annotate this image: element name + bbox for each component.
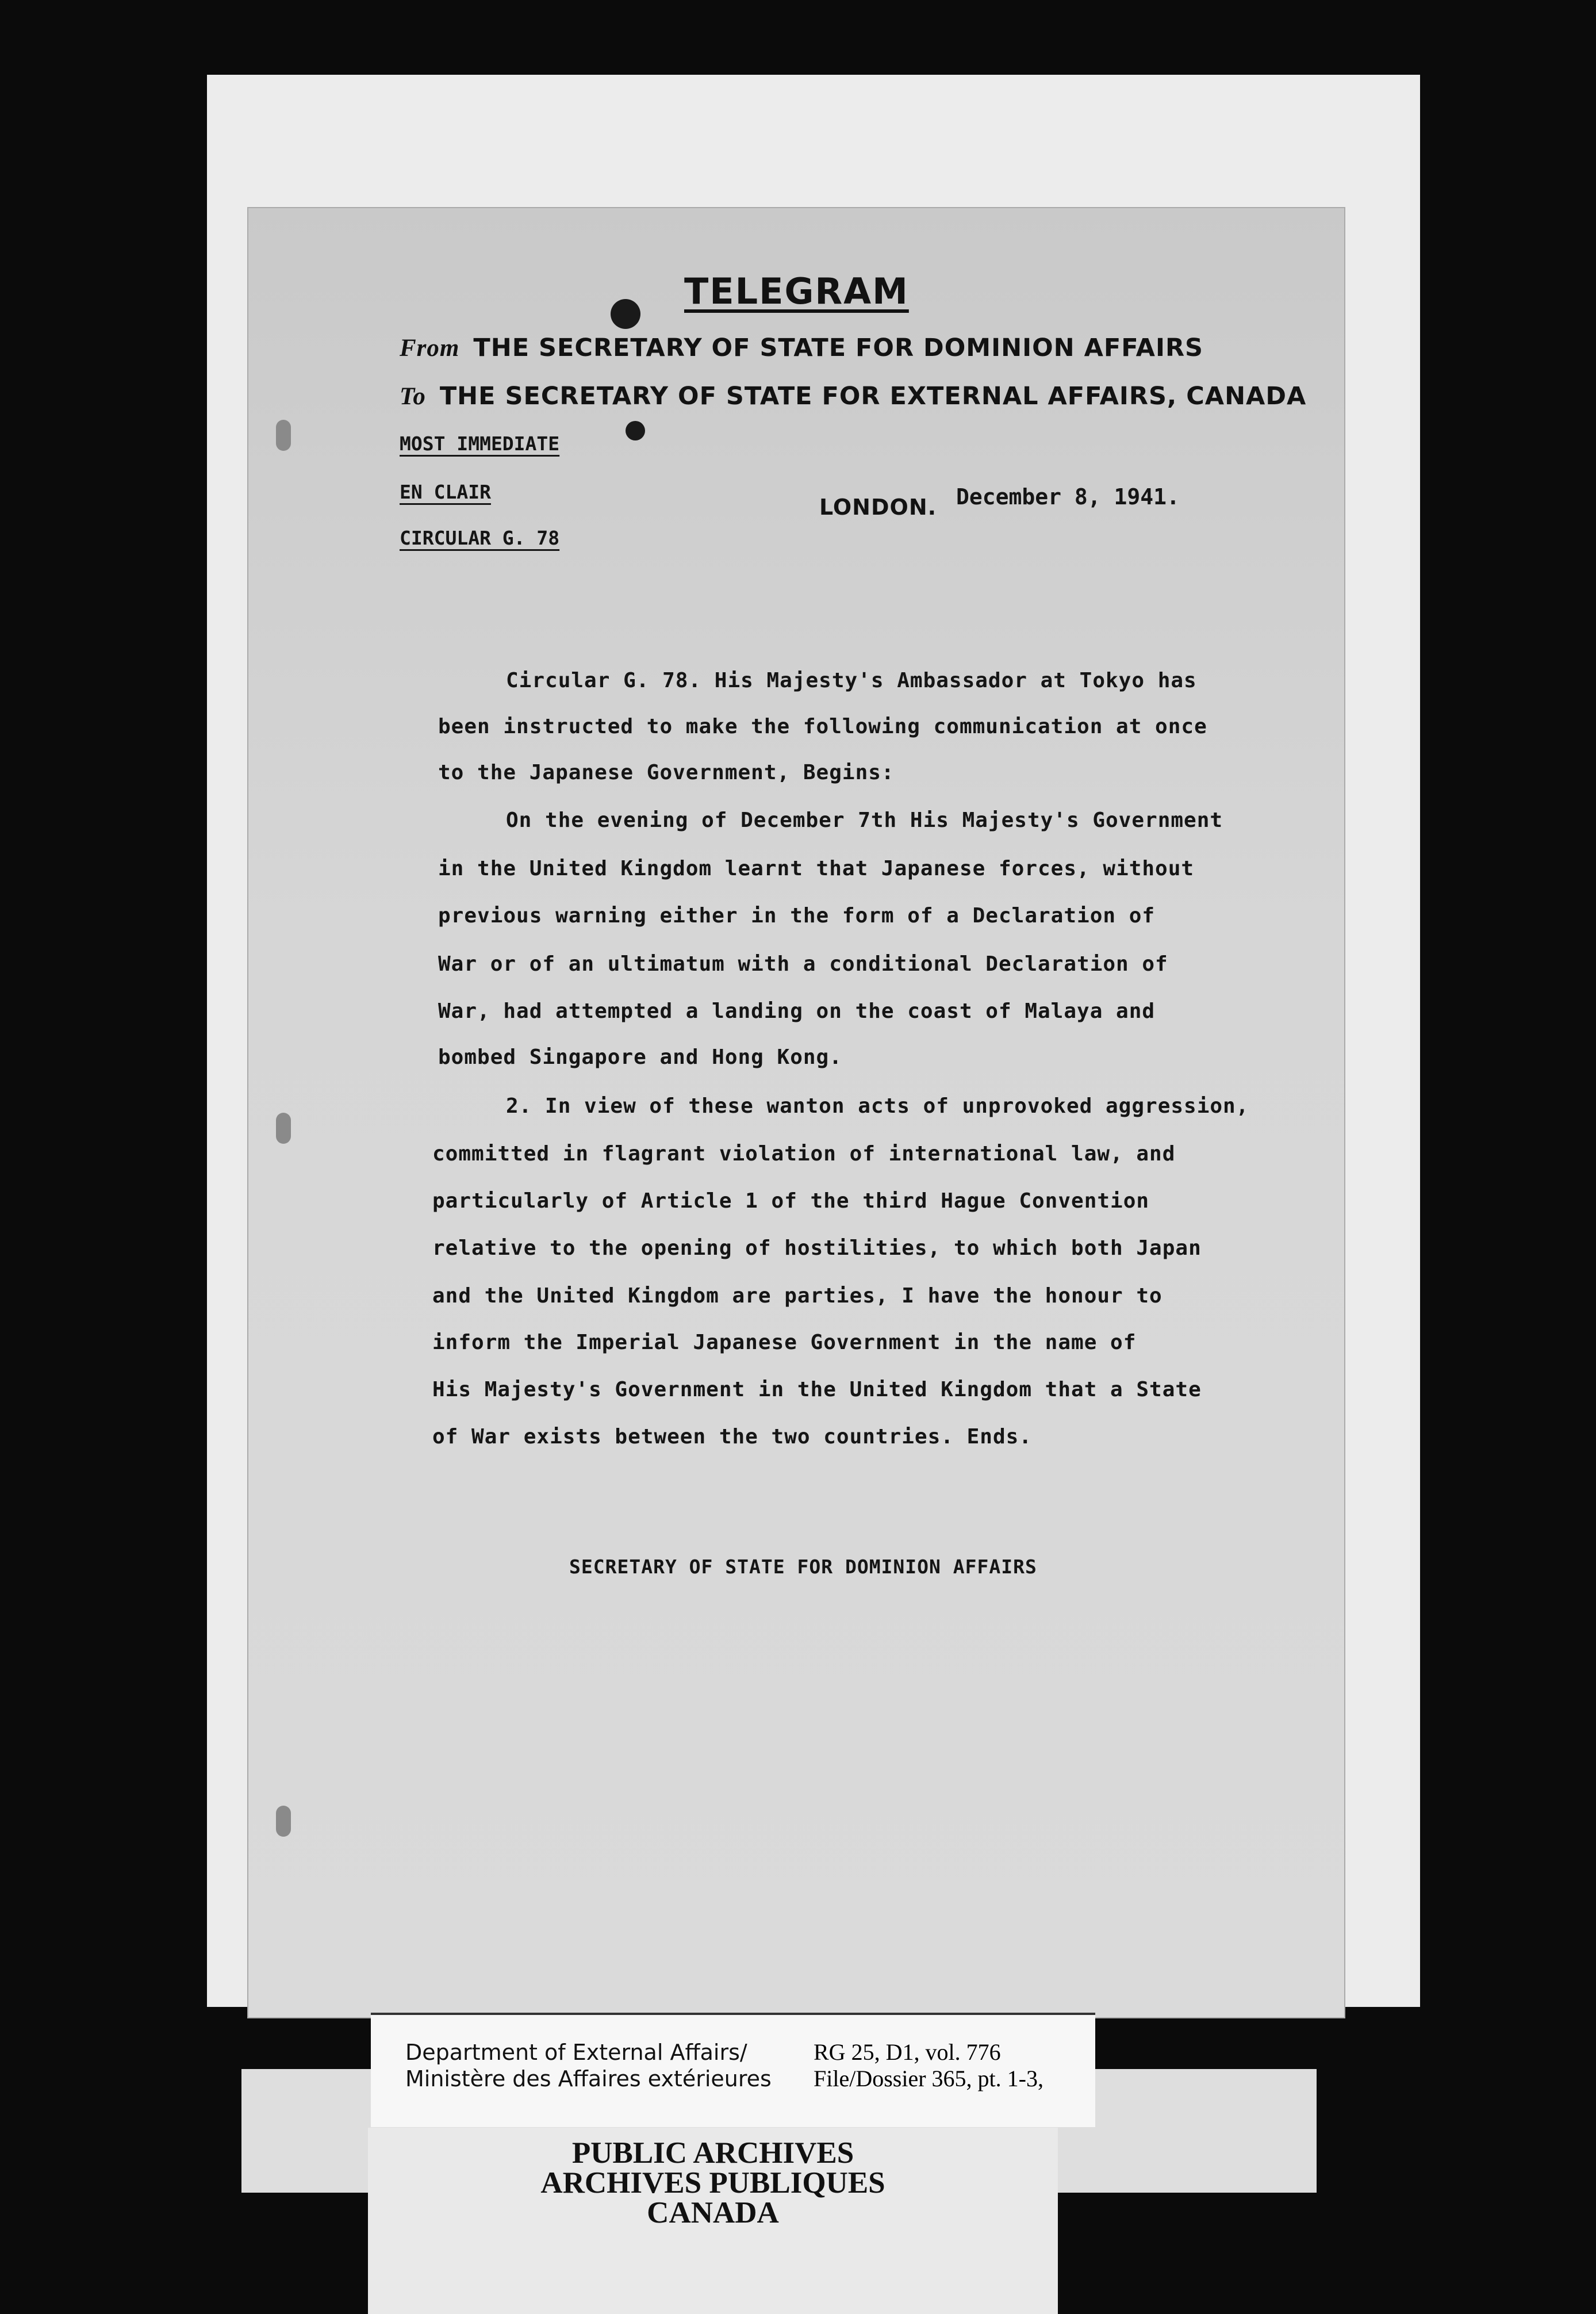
archive-stamp	[368, 2138, 1058, 2228]
from-label: From	[400, 335, 460, 362]
mode-tag: EN CLAIR	[400, 481, 491, 503]
department-text	[405, 2039, 772, 2092]
punch-hole	[276, 1806, 291, 1837]
to-line	[400, 382, 1306, 411]
body-line: to the Japanese Government, Begins:	[438, 761, 895, 784]
ink-blot	[611, 299, 640, 329]
from-line	[400, 334, 1203, 362]
signature: SECRETARY OF STATE FOR DOMINION AFFAIRS	[569, 1556, 1037, 1578]
ink-blot	[626, 421, 645, 440]
body-line: Circular G. 78. His Majesty's Ambassador at Tokyo has	[506, 669, 1197, 692]
circular-tag: CIRCULAR G. 78	[400, 527, 560, 549]
place: LONDON.	[819, 495, 937, 520]
body-line: been instructed to make the following communication at once	[438, 715, 1207, 738]
body-line: previous warning either in the form of a Declaration of	[438, 904, 1156, 928]
body-line: relative to the opening of hostilities, to which both Japan	[432, 1236, 1202, 1260]
body-line: 2. In view of these wanton acts of unprovoked aggression,	[506, 1094, 1249, 1118]
ref-line-2: File/Dossier 365, pt. 1-3,	[814, 2066, 1043, 2091]
date: December 8, 1941.	[956, 484, 1180, 509]
archive-stamp-card	[368, 2128, 1058, 2314]
body-line: War or of an ultimatum with a conditional Declaration of	[438, 952, 1168, 976]
body-line: On the evening of December 7th His Majesty's Government	[506, 809, 1223, 832]
stamp-line-2: ARCHIVES PUBLIQUES	[540, 2166, 885, 2200]
stamp-line-3: CANADA	[647, 2196, 779, 2229]
to-value: THE SECRETARY OF STATE FOR EXTERNAL AFFAIRS, CANADA	[439, 382, 1307, 411]
dept-fr: Ministère des Affaires extérieures	[405, 2066, 772, 2091]
body-line: inform the Imperial Japanese Government in the name of	[432, 1331, 1137, 1354]
body-line: and the United Kingdom are parties, I have the honour to	[432, 1284, 1163, 1308]
from-value: THE SECRETARY OF STATE FOR DOMINION AFFAIRS	[473, 334, 1204, 362]
ref-line-1: RG 25, D1, vol. 776	[814, 2039, 1001, 2065]
body-line: particularly of Article 1 of the third Hague Convention	[432, 1189, 1150, 1213]
telegram-title: TELEGRAM	[684, 270, 909, 312]
body-line: His Majesty's Government in the United Kingdom that a State	[432, 1378, 1202, 1401]
body-line: committed in flagrant violation of international law, and	[432, 1142, 1176, 1166]
body-line: War, had attempted a landing on the coast of Malaya and	[438, 999, 1156, 1023]
stamp-line-1: PUBLIC ARCHIVES	[571, 2136, 854, 2170]
reference-text	[814, 2039, 1043, 2092]
to-label: To	[400, 383, 426, 410]
body-line: in the United Kingdom learnt that Japanese forces, without	[438, 857, 1195, 880]
archive-label	[371, 2013, 1095, 2127]
priority-tag: MOST IMMEDIATE	[400, 432, 560, 455]
dept-en: Department of External Affairs/	[405, 2040, 747, 2065]
punch-hole	[276, 1113, 291, 1144]
body-line: bombed Singapore and Hong Kong.	[438, 1045, 842, 1069]
punch-hole	[276, 420, 291, 451]
body-line: of War exists between the two countries. Ends.	[432, 1425, 1032, 1449]
